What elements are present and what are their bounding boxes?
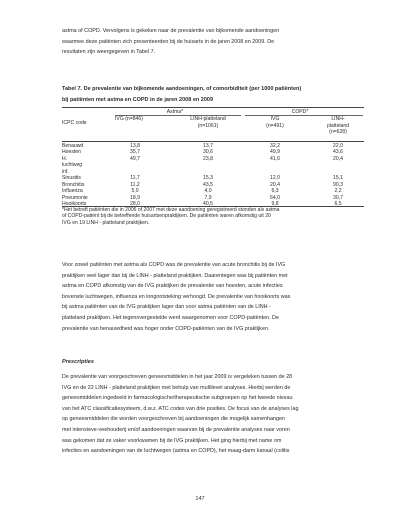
col-header-linh-copd-n: (n=628) — [329, 129, 347, 135]
row-label: Influenza — [62, 188, 83, 194]
row-label: Pneumonie — [62, 194, 88, 201]
table-footnote — [62, 207, 362, 226]
caption-line: bij patiënten met astma en COPD in de jaren 2008 en 2009 — [62, 96, 214, 103]
table-cell: 40,5 — [203, 200, 213, 207]
table-cell: 11,2 — [130, 181, 140, 188]
table-cell: 5,0 — [131, 188, 139, 194]
col-header-linh-astma: LINH-platteland — [190, 116, 226, 122]
footnote-line: *Het betreft patiënten die in 2006 of 2007 met deze aandoening geregistreerd stonden als astma — [62, 207, 280, 213]
page-number: 147 — [195, 496, 205, 502]
section-heading: Prescripties — [62, 359, 95, 365]
row-label: H. — [62, 155, 68, 162]
table-cell: 13,7 — [203, 142, 213, 149]
table-cell: 20,4 — [270, 181, 280, 188]
table-cell: 43,5 — [203, 181, 213, 188]
text-line: praktijken veel lager dan bij de LINH - platteland praktijken. Daarentegen was bij patiënten met — [62, 272, 288, 279]
text-line: van het ATC classificatiesysteem, d.w.z. ATC codes van drie posities. De focus van de analyses lag — [62, 405, 299, 412]
table-cell: 11,7 — [130, 175, 140, 181]
text-line: astma en COPD afkomstig van de IVG praktijken de prevalentie van hoesten, acute infecties — [62, 283, 283, 290]
text-line: was gekomen dat ze vaker voorkwamen bij de IVG praktijken. Het ging hierbij met name om — [62, 437, 282, 444]
col-header-icpc: ICPC code — [62, 120, 87, 126]
text-line: IVG en de 22 LINH - platteland praktijken met behulp van multilevel analyses. Hierbij werden de — [62, 384, 291, 391]
col-header-ivg-copd: IVG — [270, 116, 280, 122]
text-line: bij astma patiënten van de IVG praktijken lager dan voor astma patiënten van de LINH - — [62, 304, 271, 311]
col-header-linh-astma-n: (n=1061) — [197, 122, 219, 129]
table-cell: 9,8 — [271, 200, 279, 207]
text-line: platteland praktijken. Het tegenovergestelde werd waargenomen voor COPD-patiënten. De — [62, 314, 279, 321]
text-line: op geneesmiddelen die worden voorgeschreven bij aandoeningen die mogelijk samenhangen — [62, 416, 285, 423]
astma-group-header: Astma* — [166, 108, 184, 115]
text-line: resultaten zijn weergegeven in Tabel 7. — [62, 49, 156, 56]
row-label: Hooikoorts — [62, 200, 87, 207]
table-cell: 41,6 — [270, 155, 280, 162]
text-line: prevalentie van benauwdheid was hoger onder COPD-patiënten van de IVG praktijken. — [62, 325, 270, 332]
table-cell: 49,9 — [270, 149, 280, 155]
table-cell: 20,4 — [333, 155, 343, 162]
table-cell: 32,2 — [270, 142, 280, 149]
body-paragraph-1 — [62, 260, 362, 334]
table-cell: 15,3 — [203, 175, 213, 181]
row-label: Benauwd — [62, 142, 84, 149]
row-label: luchtweg — [62, 162, 83, 168]
caption-line: Tabel 7. De prevalentie van bijkomende aandoeningen, of comorbiditeit (per 1000 patiënten) — [62, 86, 302, 92]
body-paragraph-2 — [62, 372, 362, 457]
row-label: Hoesten — [62, 149, 81, 155]
copd-group-header: COPD* — [291, 108, 309, 115]
row-label: inf. — [62, 168, 69, 175]
text-line: geneesmiddelen ingedeeld in farmacologische/therapeutische subgroepen op het tweede niveau — [62, 395, 293, 402]
table-cell: 18,9 — [130, 194, 140, 201]
text-line: bovenste luchtwegen, influenza en longontsteking verhoogd. De prevalentie van hooikoorts was — [62, 293, 291, 300]
table-cell: 6,5 — [334, 200, 342, 207]
table-cell: 13,8 — [130, 142, 140, 149]
text-line: infecties en aandoeningen van de luchtwegen (astma en COPD), het maag-darm kanaal (colitis — [62, 448, 290, 455]
table-cell: 49,7 — [130, 155, 140, 162]
col-header-linh-copd: LINH- — [331, 116, 345, 122]
table-cell: 64,0 — [270, 194, 280, 201]
row-label: Bronchitis — [62, 181, 85, 188]
table-cell: 15,1 — [333, 175, 343, 181]
table-cell: 7,9 — [204, 194, 212, 201]
table-cell: 43,6 — [333, 149, 343, 155]
row-label: Sinusitis — [62, 175, 81, 181]
footnote-line: of COPD-patiënt bij de betreffende huisartsenpraktijken. De patiënten waren afkomstig uit 20 — [62, 213, 271, 220]
table-cell: 28,0 — [130, 200, 140, 207]
table-cell: 90,3 — [333, 181, 343, 188]
text-line: waarmee deze patiënten zich presenteerden bij de huisarts in de jaren 2008 en 2009. De — [62, 38, 275, 45]
table-cell: 23,8 — [203, 155, 213, 162]
table-cell: 6,3 — [271, 188, 279, 194]
col-header-ivg-copd-n: (n=491) — [266, 122, 284, 129]
footnote-line: IVG en 19 LINH - platteland praktijken. — [62, 219, 150, 226]
table-cell: 2,2 — [334, 188, 342, 194]
text-line: De prevalentie van voorgeschreven geneesmiddelen in het jaar 2009 is vergeleken tussen de 28 — [62, 374, 293, 380]
text-line: met intensieve-veehouderij en/of aandoeningen waarvan bij de prevalentie analyses naar voren — [62, 426, 290, 433]
table-cell: 35,7 — [130, 149, 140, 155]
table-cell: 30,6 — [203, 149, 213, 155]
col-header-linh-copd-2: platteland — [326, 122, 350, 129]
table-cell: 22,0 — [333, 142, 343, 149]
text-line: Voor zowel patiënten met astma als COPD was de prevalentie van acute bronchitis bij de IVG — [62, 262, 286, 268]
col-header-ivg-astma: IVG (n=846) — [115, 116, 143, 122]
text-line: astma of COPD. Vervolgens is gekeken naar de prevalentie van bijkomende aandoeningen — [62, 28, 280, 34]
table-cell: 30,7 — [333, 194, 343, 201]
table-cell: 4,0 — [204, 188, 212, 194]
table-cell: 12,0 — [270, 175, 280, 181]
